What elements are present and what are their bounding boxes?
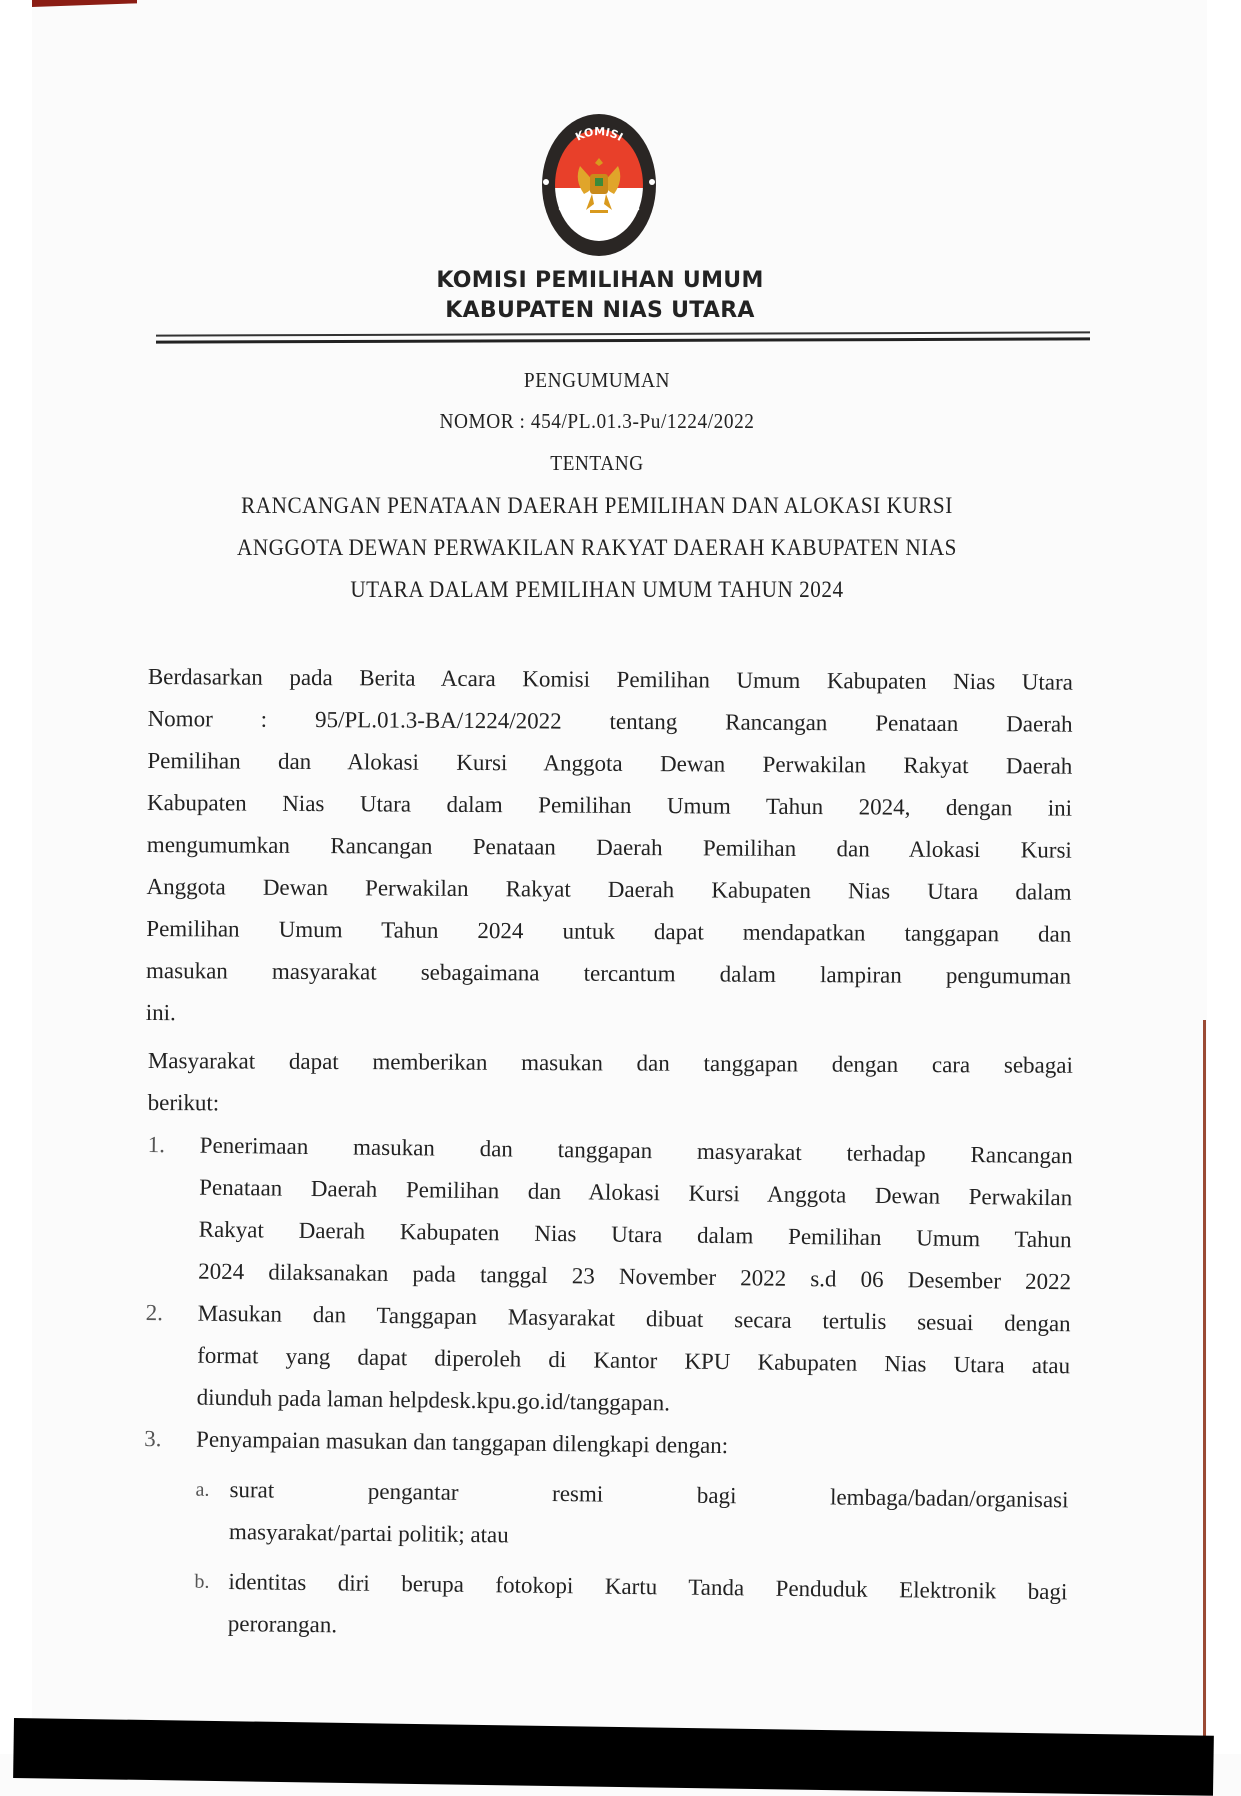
list-line: format yang dapat diperoleh di Kantor KPU Kabupaten Nias Utara atau	[197, 1342, 1071, 1379]
subject-line-3: UTARA DALAM PEMILIHAN UMUM TAHUN 2024	[350, 577, 844, 602]
document-type: PENGUMUMAN	[523, 368, 671, 392]
sub-list-line: identitas diri berupa fotokopi Kartu Tanda Penduduk Elektronik bagi	[228, 1569, 1068, 1605]
organization-name: KOMISI PEMILIHAN UMUM	[436, 268, 764, 293]
sub-list-letter: a.	[195, 1478, 210, 1501]
paragraph-line: Masyarakat dapat memberikan masukan dan tanggapan dengan cara sebagai	[147, 1047, 1073, 1078]
paragraph-line: Anggota Dewan Perwakilan Rakyat Daerah Kabupaten Nias Utara dalam	[146, 873, 1072, 905]
list-line: Penataan Daerah Pemilihan dan Alokasi Kursi Anggota Dewan Perwakilan	[199, 1174, 1073, 1211]
organization-region: KABUPATEN NIAS UTARA	[445, 298, 755, 323]
list-line: Rakyat Daerah Kabupaten Nias Utara dalam Pemilihan Umum Tahun	[198, 1216, 1072, 1253]
paragraph-line: mengumumkan Rancangan Penataan Daerah Pemilihan dan Alokasi Kursi	[146, 831, 1072, 863]
sub-list-item	[195, 1469, 1069, 1564]
sub-list-line: masyarakat/partai politik; atau	[228, 1519, 509, 1548]
list-item	[146, 1124, 1073, 1303]
about-label: TENTANG	[550, 451, 644, 475]
subject-line-2: ANGGOTA DEWAN PERWAKILAN RAKYAT DAERAH KABUPATEN NIAS	[237, 535, 957, 560]
list-number: 2.	[145, 1299, 164, 1326]
list-line: Masukan dan Tanggapan Masyarakat dibuat secara tertulis sesuai dengan	[197, 1300, 1071, 1337]
list-item	[144, 1292, 1070, 1429]
paragraph-line: Pemilihan Umum Tahun 2024 untuk dapat mendapatkan tanggapan dan	[146, 915, 1072, 947]
paragraph-line: Berdasarkan pada Berita Acara Komisi Pemilihan Umum Kabupaten Nias Utara	[147, 663, 1073, 695]
sub-list-line: surat pengantar resmi bagi lembaga/badan/organisasi	[229, 1477, 1069, 1513]
list-line: Penyampaian masukan dan tanggapan dilengkapi dengan:	[196, 1426, 729, 1459]
subject-line-1: RANCANGAN PENATAAN DAERAH PEMILIHAN DAN ALOKASI KURSI	[241, 493, 953, 518]
document-number: NOMOR : 454/PL.01.3-Pu/1224/2022	[439, 409, 755, 433]
list-line: diunduh pada laman helpdesk.kpu.go.id/tanggapan.	[196, 1384, 671, 1416]
kpu-logo-icon	[540, 112, 658, 258]
list-number: 3.	[144, 1425, 162, 1452]
header-divider-thin	[156, 331, 1090, 336]
paragraph-line: Nomor : 95/PL.01.3-BA/1224/2022 tentang Rancangan Penataan Daerah	[147, 705, 1073, 737]
list-line: Penerimaan masukan dan tanggapan masyarakat terhadap Rancangan	[199, 1132, 1073, 1169]
header-divider-thick	[156, 337, 1090, 343]
sub-list-letter: b.	[194, 1570, 210, 1593]
opening-paragraph	[146, 656, 1073, 1040]
paragraph-line: masukan masyarakat sebagaimana tercantum dalam lampiran pengumuman	[146, 957, 1072, 989]
list-item	[142, 1418, 1070, 1655]
sub-list-item	[194, 1561, 1068, 1656]
paragraph-line: berikut:	[147, 1089, 220, 1116]
logo-ring-top-text: KOMISI	[573, 125, 626, 144]
list-line: 2024 dilaksanakan pada tanggal 23 November 2022 s.d 06 Desember 2022	[198, 1258, 1072, 1295]
logo-ring-bottom-text: PEMILIHAN UMUM	[555, 203, 643, 238]
instruction-paragraph	[148, 1040, 1073, 1129]
paragraph-line: Pemilihan dan Alokasi Kursi Anggota Dewan Perwakilan Rakyat Daerah	[147, 747, 1073, 779]
numbered-list	[142, 1124, 1073, 1655]
sub-list-line: perorangan.	[227, 1611, 338, 1638]
paragraph-line: ini.	[145, 999, 176, 1026]
list-number: 1.	[147, 1131, 166, 1158]
paragraph-line: Kabupaten Nias Utara dalam Pemilihan Umum Tahun 2024, dengan ini	[147, 789, 1073, 821]
